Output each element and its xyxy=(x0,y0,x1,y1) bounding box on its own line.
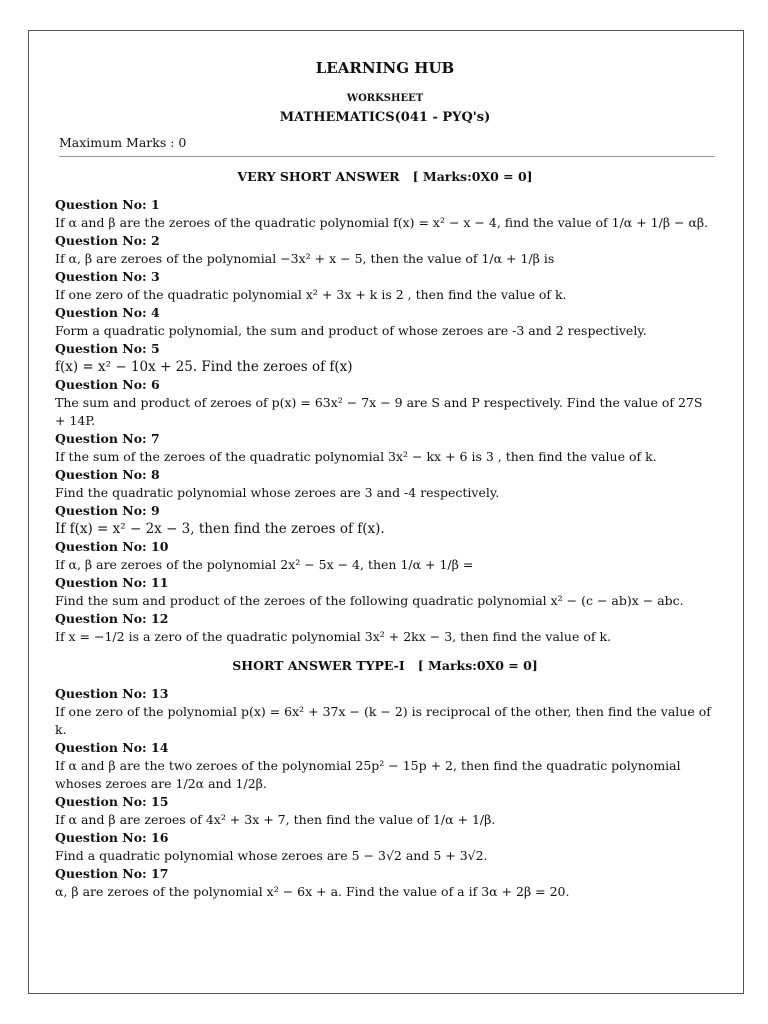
question-text: If one zero of the polynomial p(x) = 6x² + 37x − (k − 2) is reciprocal of the other, then find the value of k. xyxy=(55,704,711,737)
question-11 xyxy=(55,574,715,610)
question-label: Question No: 2 xyxy=(55,233,160,248)
question-16 xyxy=(55,829,715,865)
question-label: Question No: 4 xyxy=(55,305,160,320)
question-3 xyxy=(55,268,715,304)
question-text: If x = −1/2 is a zero of the quadratic polynomial 3x² + 2kx − 3, then find the value of k. xyxy=(55,629,612,644)
question-label: Question No: 8 xyxy=(55,467,160,482)
question-label: Question No: 1 xyxy=(55,197,160,212)
question-5 xyxy=(55,340,715,376)
question-label: Question No: 12 xyxy=(55,611,169,626)
question-list-very-short xyxy=(55,196,715,646)
question-17 xyxy=(55,865,715,901)
subject-title: MATHEMATICS(041 - PYQ's) xyxy=(279,110,491,125)
worksheet-content xyxy=(55,31,715,901)
question-6 xyxy=(55,376,715,430)
question-7 xyxy=(55,430,715,466)
question-2 xyxy=(55,232,715,268)
question-text: Find the sum and product of the zeroes of the following quadratic polynomial x² − (c − ab)x − abc. xyxy=(55,593,684,608)
question-13 xyxy=(55,685,715,739)
question-label: Question No: 13 xyxy=(55,686,169,701)
header-divider xyxy=(59,156,715,157)
question-label: Question No: 5 xyxy=(55,341,160,356)
question-label: Question No: 10 xyxy=(55,539,169,554)
question-label: Question No: 16 xyxy=(55,830,169,845)
question-text: The sum and product of zeroes of p(x) = 63x² − 7x − 9 are S and P respectively. Find the value of 27S + 14P. xyxy=(55,395,703,428)
question-9 xyxy=(55,502,715,538)
question-label: Question No: 11 xyxy=(55,575,169,590)
question-8 xyxy=(55,466,715,502)
question-label: Question No: 3 xyxy=(55,269,160,284)
question-label: Question No: 14 xyxy=(55,740,169,755)
question-text: α, β are zeroes of the polynomial x² − 6x + a. Find the value of a if 3α + 2β = 20. xyxy=(55,884,570,899)
question-text: If f(x) = x² − 2x − 3, then find the zeroes of f(x). xyxy=(55,521,385,537)
question-label: Question No: 9 xyxy=(55,503,160,518)
question-1 xyxy=(55,196,715,232)
question-text: Find a quadratic polynomial whose zeroes are 5 − 3√2 and 5 + 3√2. xyxy=(55,848,488,863)
question-text: f(x) = x² − 10x + 25. Find the zeroes of f(x) xyxy=(55,359,353,375)
page-title: LEARNING HUB xyxy=(315,59,455,77)
maximum-marks: Maximum Marks : 0 xyxy=(59,135,187,150)
question-text: If α, β are zeroes of the polynomial −3x² + x − 5, then the value of 1/α + 1/β is xyxy=(55,251,555,266)
question-text: If the sum of the zeroes of the quadratic polynomial 3x² − kx + 6 is 3 , then find the value of k. xyxy=(55,449,657,464)
question-label: Question No: 17 xyxy=(55,866,169,881)
question-4 xyxy=(55,304,715,340)
question-label: Question No: 15 xyxy=(55,794,169,809)
question-label: Question No: 7 xyxy=(55,431,160,446)
question-text: Find the quadratic polynomial whose zeroes are 3 and -4 respectively. xyxy=(55,485,500,500)
question-15 xyxy=(55,793,715,829)
worksheet-label: WORKSHEET xyxy=(346,93,424,104)
question-text: If α and β are zeroes of 4x² + 3x + 7, then find the value of 1/α + 1/β. xyxy=(55,812,496,827)
section-heading-very-short: VERY SHORT ANSWER [ Marks:0X0 = 0] xyxy=(237,169,533,184)
question-text: If α and β are the zeroes of the quadratic polynomial f(x) = x² − x − 4, find the value of 1/α + 1/β − αβ. xyxy=(55,215,709,230)
question-12 xyxy=(55,610,715,646)
section-heading-short-answer: SHORT ANSWER TYPE-I [ Marks:0X0 = 0] xyxy=(232,658,538,673)
question-14 xyxy=(55,739,715,793)
question-10 xyxy=(55,538,715,574)
question-text: Form a quadratic polynomial, the sum and product of whose zeroes are -3 and 2 respectively. xyxy=(55,323,647,338)
question-label: Question No: 6 xyxy=(55,377,160,392)
question-list-short-answer xyxy=(55,685,715,901)
worksheet-page xyxy=(28,30,744,994)
question-text: If one zero of the quadratic polynomial x² + 3x + k is 2 , then find the value of k. xyxy=(55,287,567,302)
question-text: If α and β are the two zeroes of the polynomial 25p² − 15p + 2, then find the quadratic polynomial whoses zeroes are 1/2α and 1/2β. xyxy=(55,758,681,791)
question-text: If α, β are zeroes of the polynomial 2x² − 5x − 4, then 1/α + 1/β = xyxy=(55,557,474,572)
